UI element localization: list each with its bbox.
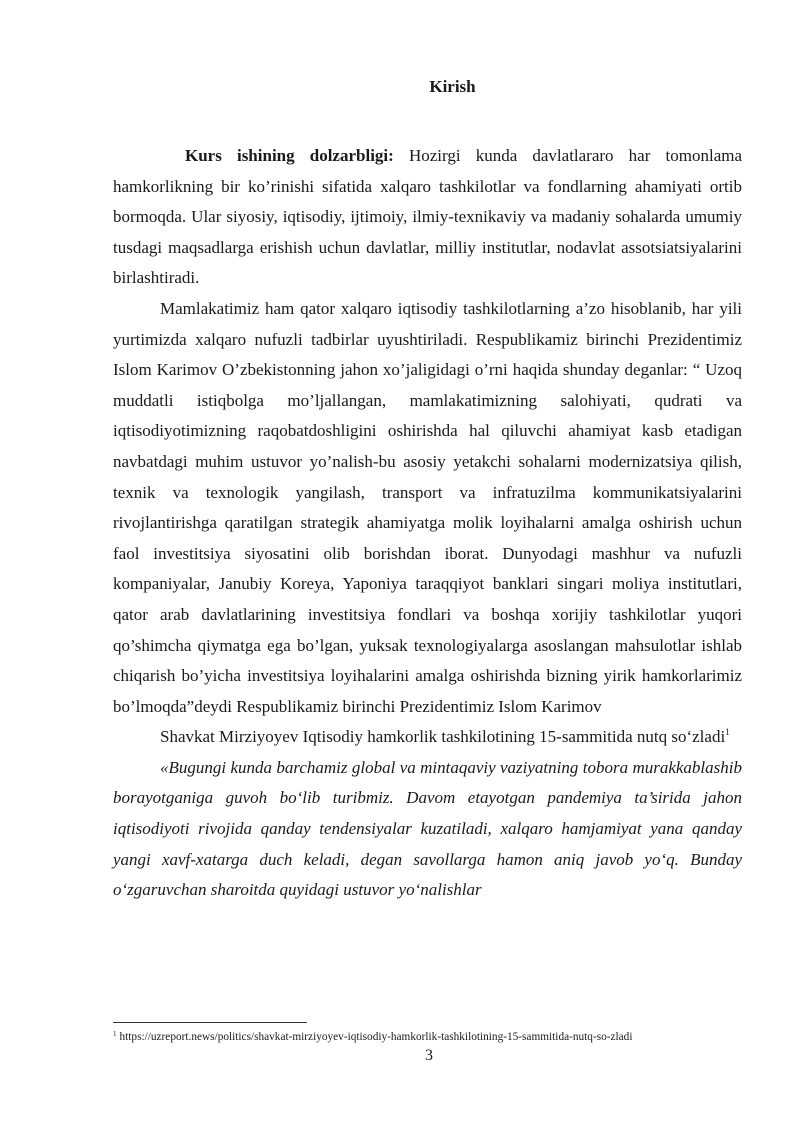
page-title: Kirish <box>429 77 476 96</box>
speech-intro-text: Shavkat Mirziyoyev Iqtisodiy hamkorlik tashkilotining 15-sammitida nutq so‘zladi <box>160 727 726 747</box>
paragraph-mirziyoyev-speech <box>113 722 742 753</box>
paragraph-relevance <box>113 141 742 294</box>
body-text <box>113 141 742 906</box>
footnote-reference[interactable]: 1 <box>725 727 730 738</box>
page-number: 3 <box>425 1047 433 1064</box>
footnote-marker: 1 <box>113 1030 117 1038</box>
paragraph-speech-quote: «Bugungi kunda barchamiz global va mintaqaviy vaziyatning tobora murakkablashib borayotganiga guvoh bo‘lib turibmiz. Davom etayotgan pandemiya ta’sirida jahon iqtisodiyoti rivojida qanday tendensiyalar kuzatiladi, xalqaro hamjamiyat yana qanday yangi xavf-xatarga duch keladi, degan savollarga hamon aniq javob yo‘q. Bunday o‘zgaruvchan sharoitda quyidagi ustuvor yo‘nalishlar <box>113 757 742 900</box>
relevance-text: Hozirgi kunda davlatlararo har tomonlama hamkorlikning bir ko’rinishi sifatida xalqaro tashkilotlar va fondlarning ahamiyati ortib bormoqda. Ular siyosiy, iqtisodiy, ijtimoiy, ilmiy-texnikaviy va madaniy sohalarda umumiy tusdagi maqsadlarga erishish uchun davlatlar, milliy institutlar, nodavlat assotsiatsiyalarini birlashtiradi. <box>113 146 743 288</box>
paragraph-karimov-quote: Mamlakatimiz ham qator xalqaro iqtisodiy tashkilotlarning a’zo hisoblanib, har yili yurtimizda xalqaro nufuzli tadbirlar uyushtiriladi. Respublikamiz birinchi Prezidentimiz Islom Karimov O’zbekistonning jahon xo’jaligidagi o’rni haqida shunday deganlar: “ Uzoq muddatli istiqbolga mo’ljallangan, mamlakatimizning salohiyati, qudrati va iqtisodiyotimizning raqobatdoshligini oshirishda hal qiluvchi ahamiyat kasb etadigan navbatdagi muhim ustuvor yo’nalish-bu asosiy yetakchi sohalarni modernizatsiya qilish, texnik va texnologik yangilash, transport va infratuzilma kommunikatsiyalarini rivojlantirishga qaratilgan strategik ahamiyatga molik loyihalarni amalga oshirish uchun faol investitsiya siyosatini olib borishdan iborat. Dunyodagi mashhur va nufuzli kompaniyalar, Janubiy Koreya, Yaponiya taraqqiyot banklari singari moliya institutlari, qator arab davlatlarining investitsiya fondlari va boshqa xorijiy tashkilotlar yuqori qo’shimcha qiymatga ega bo’lgan, yuksak texnologiyalarga asoslangan mahsulotlar ishlab chiqarish bo’yicha investitsiya loyihalarini amalga oshirishda bizning yirik hamkorlarimiz bo’lmoqda”deydi Respublikamiz birinchi Prezidentimiz Islom Karimov <box>113 298 742 716</box>
footnote-separator <box>113 1022 307 1023</box>
footnote <box>113 1030 793 1044</box>
footnote-link[interactable]: https://uzreport.news/politics/shavkat-mirziyoyev-iqtisodiy-hamkorlik-tashkilotining-15-sammitida-nutq-so-zladi <box>119 1031 633 1043</box>
relevance-lead: Kurs ishining dolzarbligi: <box>185 146 394 165</box>
